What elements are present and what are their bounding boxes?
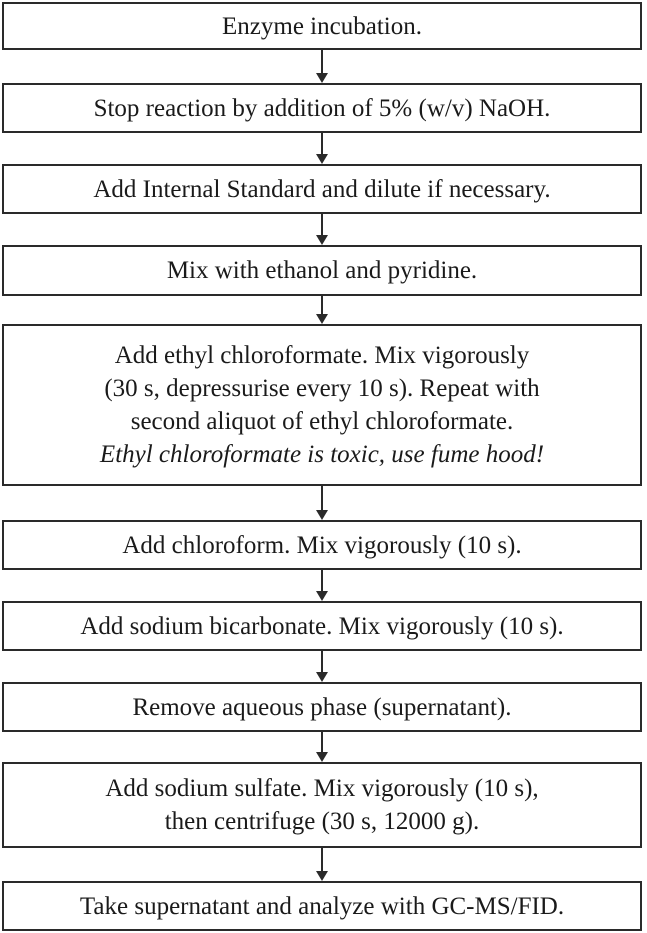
- step-add-sodium-bicarbonate: [2, 601, 642, 651]
- step-text: Take supernatant and analyze with GC-MS/FID.: [79, 892, 565, 920]
- arrow-down-icon: [314, 214, 330, 245]
- step-mix-ethanol-pyridine: [2, 245, 642, 296]
- arrow-down-icon: [314, 486, 330, 520]
- safety-warning: Ethyl chloroformate is toxic, use fume hood!: [99, 441, 545, 468]
- step-text: Add Internal Standard and dilute if necessary.: [93, 175, 551, 203]
- arrow-down-icon: [314, 50, 330, 83]
- step-text: then centrifuge (30 s, 12000 g).: [164, 808, 480, 835]
- arrow-down-icon: [314, 133, 330, 164]
- arrow-down-icon: [314, 732, 330, 762]
- arrow-down-icon: [314, 296, 330, 324]
- step-text: (30 s, depressurise every 10 s). Repeat with: [104, 375, 540, 402]
- step-text: Add sodium sulfate. Mix vigorously (10 s),: [105, 775, 539, 802]
- arrow-down-icon: [314, 570, 330, 601]
- step-analyze-gc-ms: [2, 881, 642, 931]
- step-remove-aqueous-phase: [2, 682, 642, 732]
- step-text: second aliquot of ethyl chloroformate.: [130, 408, 514, 435]
- step-text: Add sodium bicarbonate. Mix vigorously (10 s).: [80, 612, 564, 640]
- step-add-sodium-sulfate: [2, 762, 642, 848]
- arrow-down-icon: [314, 651, 330, 682]
- step-text: Remove aqueous phase (supernatant).: [132, 693, 512, 721]
- step-text: Enzyme incubation.: [222, 12, 422, 40]
- step-text: Add ethyl chloroformate. Mix vigorously: [114, 342, 530, 369]
- step-text: Mix with ethanol and pyridine.: [166, 257, 478, 284]
- arrow-down-icon: [314, 848, 330, 881]
- step-add-internal-standard: [2, 164, 642, 214]
- step-text: Add chloroform. Mix vigorously (10 s).: [122, 531, 522, 559]
- step-add-ethyl-chloroformate: [2, 324, 642, 486]
- step-enzyme-incubation: [2, 2, 642, 50]
- step-add-chloroform: [2, 520, 642, 570]
- step-stop-reaction: [2, 83, 642, 133]
- step-text: Stop reaction by addition of 5% (w/v) NaOH.: [93, 94, 551, 122]
